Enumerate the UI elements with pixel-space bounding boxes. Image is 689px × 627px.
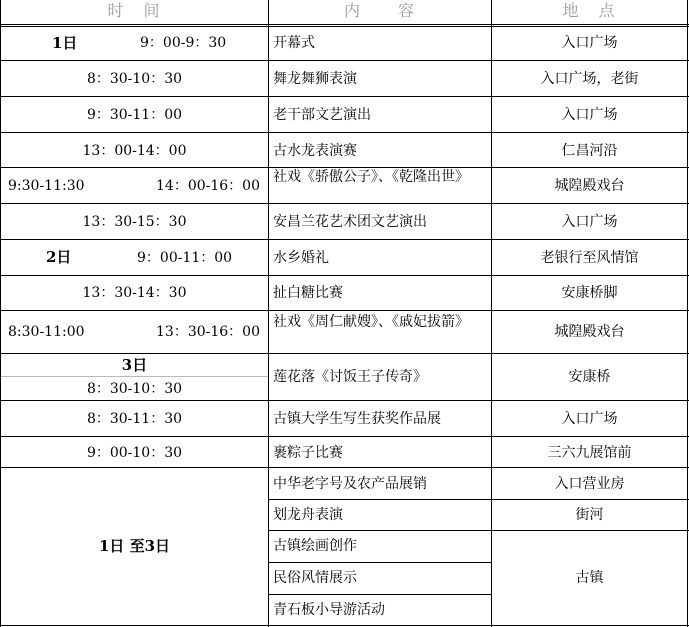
header-time: 时 间 [107,1,162,20]
content-cell: 莲花落《讨饭王子传奇》 [273,369,427,385]
time-cell: 13：30-14：30 [82,285,187,301]
time-cell: 8:30-11:00 [8,324,85,340]
row-divider [0,24,689,25]
time-cell: 14：00-16：00 [156,178,260,194]
content-cell: 裹粽子比赛 [273,445,343,461]
place-cell: 三六九展馆前 [547,445,632,461]
content-cell: 古镇绘画创作 [273,538,357,554]
time-cell: 13：00-14：00 [82,143,187,159]
time-cell: 8：30-10：30 [86,71,183,87]
place-cell: 安康桥脚 [561,285,618,301]
content-cell: 青石板小导游活动 [273,602,385,618]
content-cell: 中华老字号及农产品展销 [273,476,427,492]
header-content: 内 容 [343,1,416,20]
header-place: 地 点 [562,1,617,20]
content-cell: 水乡婚礼 [273,250,329,266]
day-label: 1日 [52,34,78,52]
place-cell: 入口广场 [561,35,618,51]
time-cell: 13：30-15：30 [82,214,187,230]
row-divider [268,530,689,531]
day-span-label: 1日 至3日 [98,537,171,555]
column-divider [268,0,269,627]
row-divider [0,132,689,133]
row-divider [0,625,689,626]
row-divider [0,353,689,354]
time-cell: 8：30-11：30 [86,411,183,427]
time-cell: 13：30-16：00 [156,324,260,340]
time-cell: 8：30-10：30 [86,381,183,397]
day-label: 2日 [46,248,72,266]
content-cell: 民俗风情展示 [273,570,357,586]
day-label: 3日 [121,356,148,374]
content-cell: 划龙舟表演 [273,507,343,523]
row-divider [0,26,689,27]
row-divider [268,594,491,595]
row-divider [0,467,689,468]
row-divider [0,96,689,97]
content-cell: 社戏《骄傲公子》、《乾隆出世》 [273,169,469,185]
place-cell: 老银行至风情馆 [540,250,639,266]
column-divider [0,0,1,627]
content-cell: 古水龙表演赛 [273,143,357,159]
place-cell: 入口营业房 [554,476,625,492]
row-divider [0,275,689,276]
place-cell: 城隍殿戏台 [554,324,625,340]
column-divider [687,0,688,627]
time-cell: 9:30-11:30 [8,178,85,194]
time-cell: 9：00-9：30 [140,35,227,51]
row-divider [0,60,689,61]
content-cell: 古镇大学生写生获奖作品展 [273,411,441,427]
time-cell: 9：30-11：00 [86,107,183,123]
place-cell: 街河 [575,507,604,523]
row-divider [0,400,689,401]
row-divider [0,436,689,437]
time-cell: 9：00-10：30 [86,445,183,461]
content-cell: 扯白糖比赛 [273,285,343,301]
content-cell: 社戏《周仁献嫂》、《戚妃拔箭》 [273,314,469,330]
row-divider [268,499,689,500]
row-divider [0,167,689,168]
column-divider [491,0,492,627]
row-divider [0,376,268,377]
content-cell: 老干部文艺演出 [273,107,371,123]
place-cell: 入口广场 [561,411,618,427]
row-divider [0,239,689,240]
place-cell: 城隍殿戏台 [554,178,625,194]
place-cell-merged: 古镇 [575,570,604,586]
row-divider [0,203,689,204]
time-cell: 9：00-11：00 [137,250,233,266]
place-cell: 入口广场 [561,214,618,230]
row-divider [0,310,689,311]
content-cell: 安昌兰花艺术团文艺演出 [273,214,427,230]
content-cell: 舞龙舞狮表演 [273,71,357,87]
place-cell: 入口广场，老街 [540,71,639,87]
place-cell: 入口广场 [561,107,618,123]
content-cell: 开幕式 [273,35,315,51]
place-cell: 安康桥 [568,369,611,385]
row-divider [268,562,491,563]
place-cell: 仁昌河沿 [561,143,618,159]
